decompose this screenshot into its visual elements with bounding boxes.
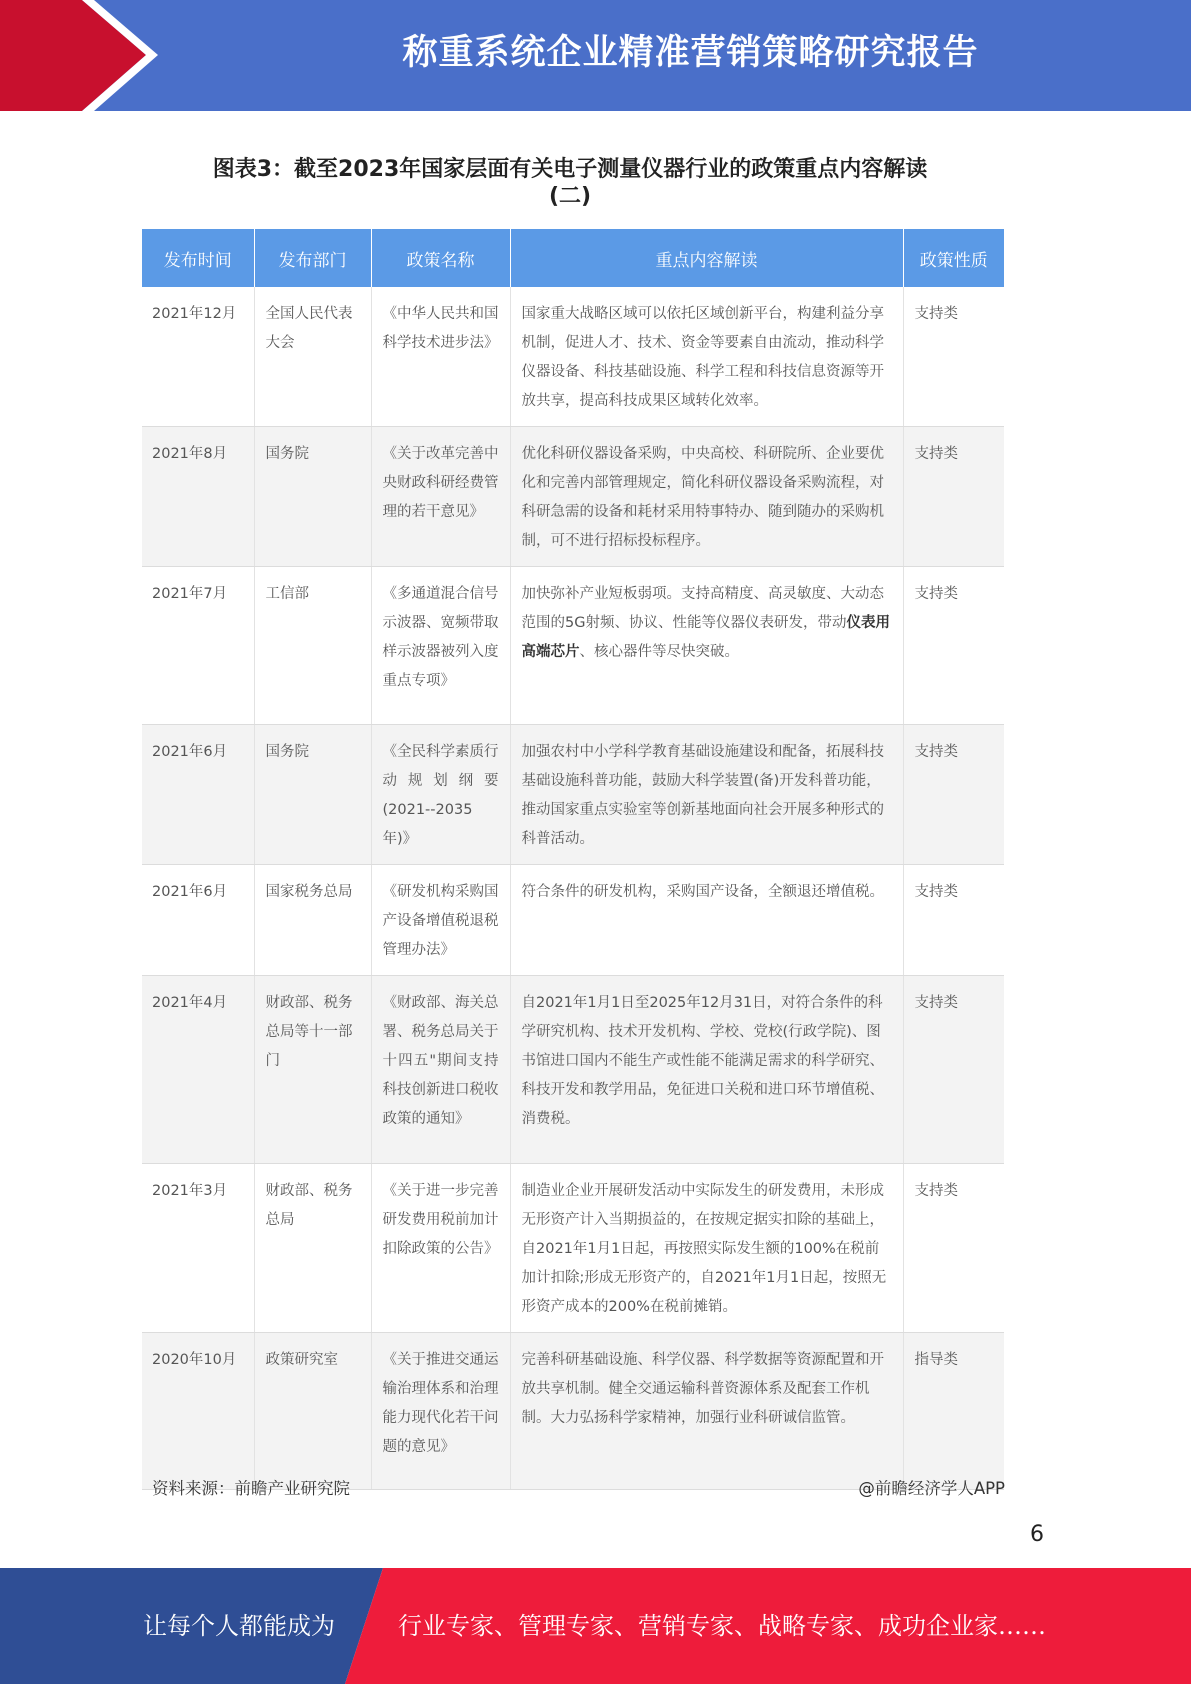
cell-date: 2021年3月 — [142, 1164, 254, 1333]
column-header-content: 重点内容解读 — [510, 229, 903, 287]
table-row — [142, 865, 1004, 976]
cell-nature: 支持类 — [903, 865, 1004, 976]
table-row — [142, 1333, 1004, 1490]
cell-nature: 支持类 — [903, 1164, 1004, 1333]
source-note: 资料来源：前瞻产业研究院 — [152, 1479, 350, 1498]
cell-nature: 支持类 — [903, 976, 1004, 1164]
cell-nature: 支持类 — [903, 567, 1004, 725]
cell-nature: 支持类 — [903, 725, 1004, 865]
cell-content: 自2021年1月1日至2025年12月31日，对符合条件的科学研究机构、技术开发机构、学校、党校(行政学院)、图书馆进口国内不能生产或性能不能满足需求的科学研究、科技开发和教学用品，免征进口关税和进口环节增值税、消费税。 — [510, 976, 903, 1164]
figure-title — [160, 156, 980, 210]
cell-department: 国家税务总局 — [254, 865, 371, 976]
table-row — [142, 287, 1004, 427]
column-header-date: 发布时间 — [142, 229, 254, 287]
cell-policy: 《财政部、海关总署、税务总局关于十四五"期间支持科技创新进口税收政策的通知》 — [371, 976, 510, 1164]
cell-policy: 《关于进一步完善研发费用税前加计扣除政策的公告》 — [371, 1164, 510, 1333]
page-header — [0, 0, 1191, 111]
cell-date: 2021年8月 — [142, 427, 254, 567]
policy-table — [142, 229, 1004, 1490]
footer-slogan-left: 让每个人都能成为 — [143, 1612, 335, 1640]
cell-content: 国家重大战略区域可以依托区域创新平台，构建利益分享机制，促进人才、技术、资金等要素自由流动，推动科学仪器设备、科技基础设施、科学工程和科技信息资源等开放共享，提高科技成果区域转化效率。 — [510, 287, 903, 427]
content-text: 加快弥补产业短板弱项。支持高精度、高灵敏度、大动态范围的5G射频、协议、性能等仪器仪表研发，带动 — [521, 586, 884, 631]
table-row — [142, 427, 1004, 567]
cell-date: 2021年4月 — [142, 976, 254, 1164]
cell-department: 国务院 — [254, 427, 371, 567]
cell-department: 工信部 — [254, 567, 371, 725]
cell-content: 完善科研基础设施、科学仪器、科学数据等资源配置和开放共享机制。健全交通运输科普资源体系及配套工作机制。大力弘扬科学家精神，加强行业科研诚信监管。 — [510, 1333, 903, 1490]
cell-department: 国务院 — [254, 725, 371, 865]
cell-policy: 《多通道混合信号示波器、宽频带取样示波器被列入度重点专项》 — [371, 567, 510, 725]
cell-content: 加强农村中小学科学教育基础设施建设和配备，拓展科技基础设施科普功能，鼓励大科学装置(备)开发科普功能，推动国家重点实验室等创新基地面向社会开展多种形式的科普活动。 — [510, 725, 903, 865]
column-header-nature: 政策性质 — [903, 229, 1004, 287]
cell-policy: 《关于推进交通运输治理体系和治理能力现代化若干问题的意见》 — [371, 1333, 510, 1490]
cell-department: 财政部、税务总局等十一部门 — [254, 976, 371, 1164]
footer-slogan-right: 行业专家、管理专家、营销专家、战略专家、成功企业家…… — [398, 1612, 1046, 1640]
content-bold-text: 仪表用高端芯片 — [521, 615, 890, 660]
cell-content — [510, 567, 903, 725]
cell-content: 优化科研仪器设备采购，中央高校、科研院所、企业要优化和完善内部管理规定，简化科研仪器设备采购流程，对科研急需的设备和耗材采用特事特办、随到随办的采购机制，可不进行招标投标程序。 — [510, 427, 903, 567]
report-title: 称重系统企业精准营销策略研究报告 — [402, 33, 979, 73]
cell-content: 制造业企业开展研发活动中实际发生的研发费用，未形成无形资产计入当期损益的，在按规定据实扣除的基础上，自2021年1月1日起，再按照实际发生额的100%在税前加计扣除;形成无形资产的，自2021年1月1日起，按照无形资产成本的200%在税前摊销。 — [510, 1164, 903, 1333]
page-number: 6 — [1030, 1522, 1044, 1547]
page-footer — [0, 1568, 1191, 1684]
table-row — [142, 725, 1004, 865]
cell-date: 2021年6月 — [142, 725, 254, 865]
cell-date: 2021年6月 — [142, 865, 254, 976]
figure-title-line1: 图表3：截至2023年国家层面有关电子测量仪器行业的政策重点内容解读 — [212, 157, 928, 182]
table-row — [142, 976, 1004, 1164]
cell-nature: 指导类 — [903, 1333, 1004, 1490]
cell-date: 2021年12月 — [142, 287, 254, 427]
cell-content: 符合条件的研发机构，采购国产设备，全额退还增值税。 — [510, 865, 903, 976]
table-row — [142, 567, 1004, 725]
cell-department: 政策研究室 — [254, 1333, 371, 1490]
header-arrow-icon — [0, 0, 160, 111]
cell-date: 2020年10月 — [142, 1333, 254, 1490]
cell-policy: 《全民科学素质行动规划纲要(2021--2035年)》 — [371, 725, 510, 865]
figure-title-line2: (二) — [548, 184, 592, 209]
table-header-row — [142, 229, 1004, 287]
cell-date: 2021年7月 — [142, 567, 254, 725]
cell-department: 全国人民代表大会 — [254, 287, 371, 427]
cell-policy: 《中华人民共和国科学技术进步法》 — [371, 287, 510, 427]
table-row — [142, 1164, 1004, 1333]
column-header-policy: 政策名称 — [371, 229, 510, 287]
content-text: 、核心器件等尽快突破。 — [579, 644, 739, 660]
cell-department: 财政部、税务总局 — [254, 1164, 371, 1333]
cell-policy: 《关于改革完善中央财政科研经费管理的若干意见》 — [371, 427, 510, 567]
cell-policy: 《研发机构采购国产设备增值税退税管理办法》 — [371, 865, 510, 976]
cell-nature: 支持类 — [903, 427, 1004, 567]
column-header-department: 发布部门 — [254, 229, 371, 287]
credit-note: @前瞻经济学人APP — [858, 1479, 1005, 1498]
cell-nature: 支持类 — [903, 287, 1004, 427]
